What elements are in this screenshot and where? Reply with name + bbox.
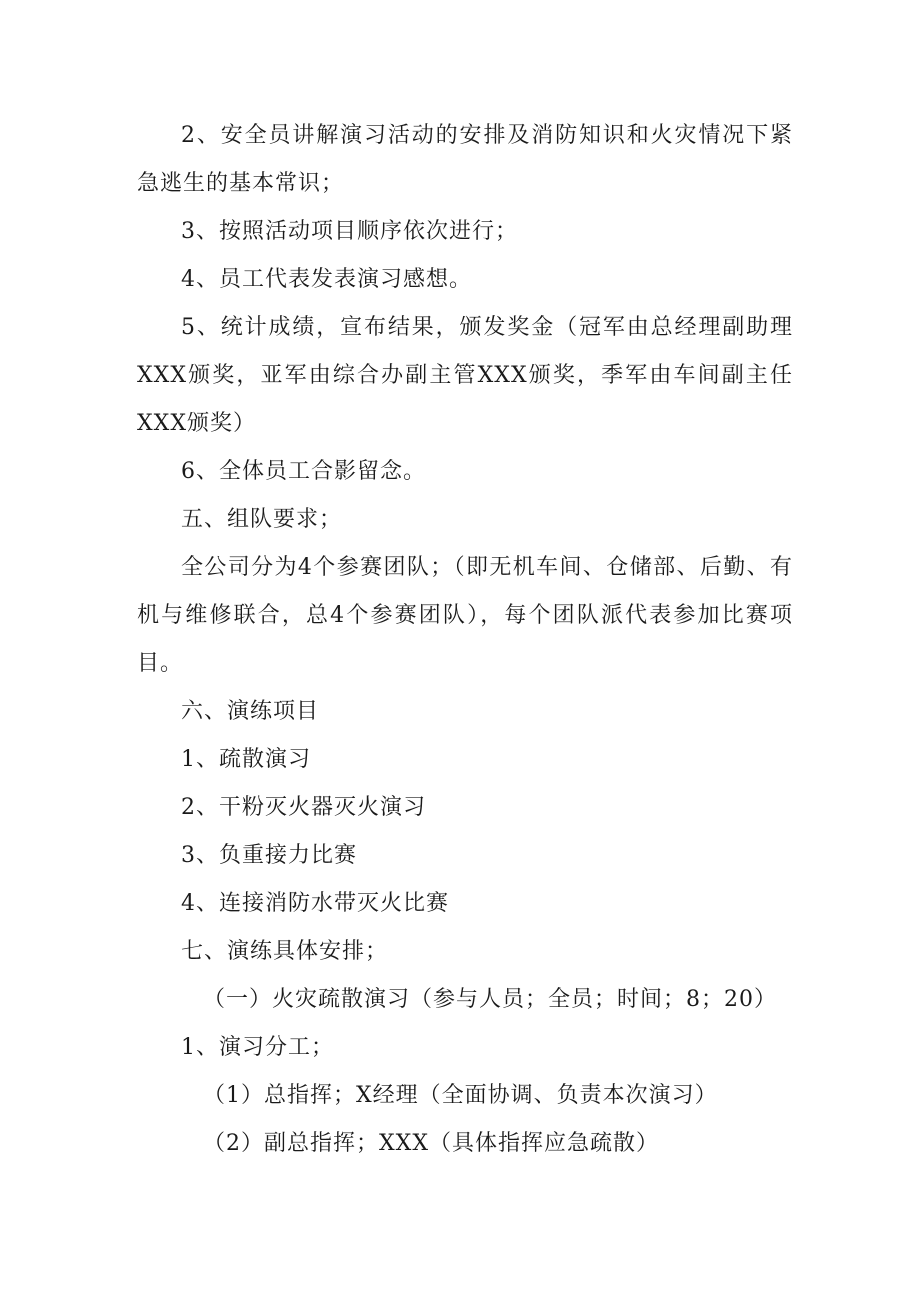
paragraph-item-3: 3、按照活动项目顺序依次进行；: [181, 219, 518, 244]
section-heading-6: 六、演练项目: [181, 699, 320, 724]
drill-item-3: 3、负重接力比赛: [181, 843, 357, 868]
paragraph-item-4: 4、员工代表发表演习感想。: [181, 267, 472, 292]
drill-item-2: 2、干粉灭火器灭火演习: [181, 795, 426, 820]
paragraph-item-5: 5、统计成绩，宣布结果，颁发奖金（冠军由总经理副助理XXX颁奖，亚军由综合办副主管XXX颁奖，季军由车间副主任XXX颁奖）: [137, 315, 793, 436]
document-body: [137, 112, 793, 1168]
paragraph-item-6: 6、全体员工合影留念。: [181, 459, 426, 484]
subsection-heading-1: （一）火灾疏散演习（参与人员；全员；时间；8；20）: [203, 987, 777, 1012]
paragraph-item-2: 2、安全员讲解演习活动的安排及消防知识和火灾情况下紧急逃生的基本常识；: [137, 123, 793, 196]
section-heading-7: 七、演练具体安排；: [181, 939, 389, 964]
assignment-item-1: （1）总指挥；X经理（全面协调、负责本次演习）: [203, 1083, 718, 1108]
drill-item-4: 4、连接消防水带灭火比赛: [181, 891, 449, 916]
assignment-heading: 1、演习分工；: [181, 1035, 334, 1060]
drill-item-1: 1、疏散演习: [181, 747, 311, 772]
paragraph-team-requirements: 全公司分为4个参赛团队；（即无机车间、仓储部、后勤、有机与维修联合，总4个参赛团队），每个团队派代表参加比赛项目。: [137, 555, 793, 676]
assignment-item-2: （2）副总指挥；XXX（具体指挥应急疏散）: [203, 1131, 659, 1156]
section-heading-5: 五、组队要求；: [181, 507, 343, 532]
